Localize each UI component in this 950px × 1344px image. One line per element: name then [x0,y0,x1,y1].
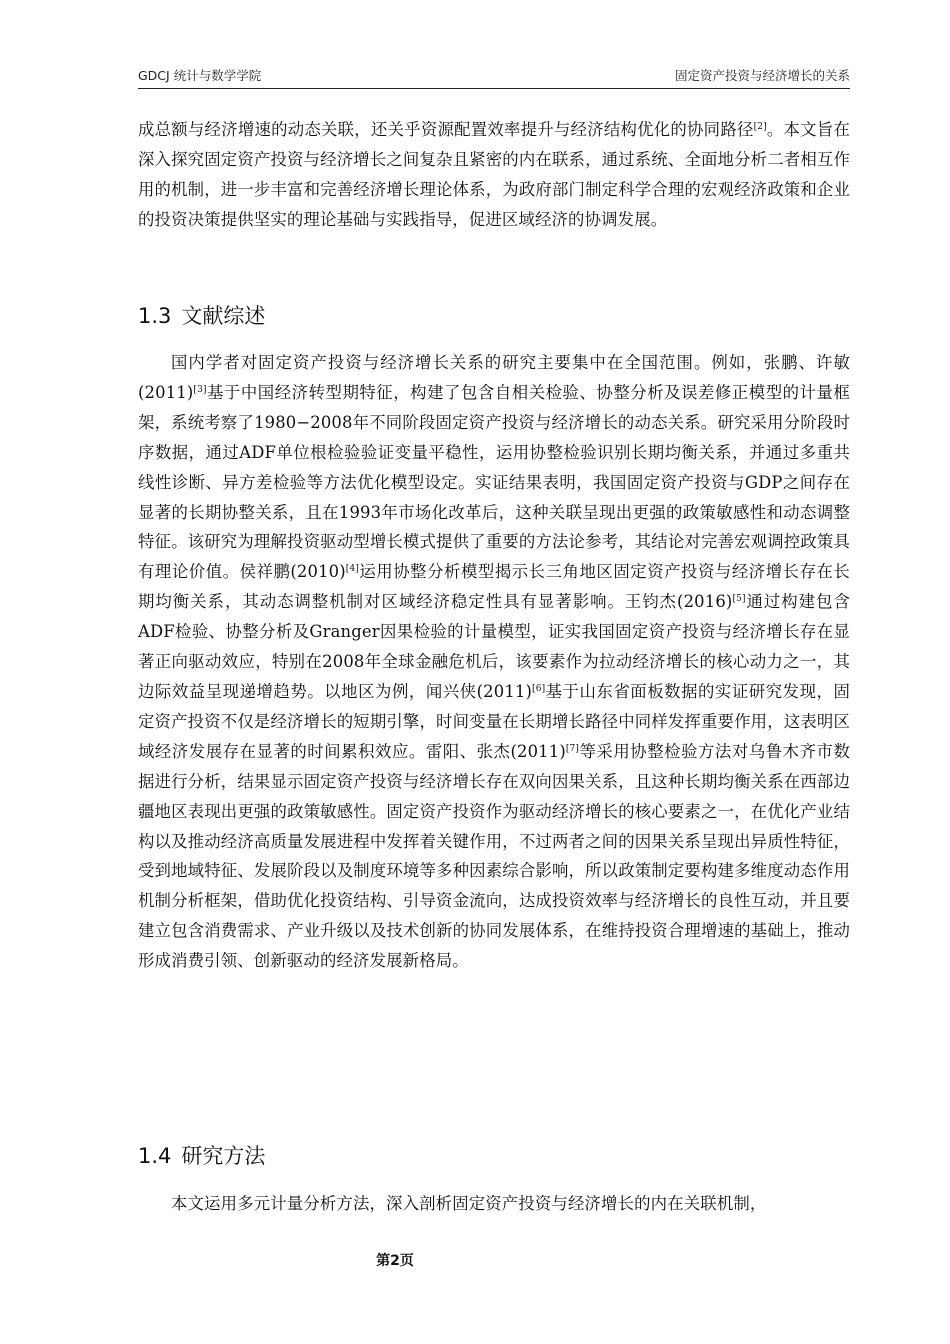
citation-ref: [4] [345,564,359,575]
header-left-text: GDCJ 统计与数学学院 [138,68,262,83]
paragraph-text: 成总额与经济增速的动态关联，还关乎资源配置效率提升与经济结构优化的协同路径 [138,120,754,139]
section-title: 文献综述 [181,304,266,328]
paragraph-text: 运用协整分析模型揭示长三角地区固定资产投资与经济增长存在长期均衡关系，其动态调整机制对区域经济稳定性具有显著影响。王钧杰(2016) [138,562,850,612]
paragraph-intro-continued [138,115,850,235]
page-header [138,66,850,89]
section-number: 1.4 [138,1144,172,1168]
section-heading-1-4 [138,1140,265,1170]
header-right-text: 固定资产投资与经济增长的关系 [674,68,850,83]
section-heading-1-3 [138,300,265,330]
citation-ref: [7] [565,743,580,754]
paragraph-text: 国内学者对固定资产投资与经济增长关系的研究主要集中在全国范围。例如，张鹏、许敏(2011) [138,353,850,402]
citation-ref: [2] [753,122,767,132]
paragraph-text: 基于中国经济转型期特征，构建了包含自相关检验、协整分析及误差修正模型的计量框架，系统考察了1980−2008年不同阶段固定资产投资与经济增长的动态关系。研究采用分阶段时序数据，通过ADF单位根检验验证变量平稳性，运用协整检验识别长期均衡关系，并通过多重共线性诊断、异方差检验等方法优化模型设定。实证结果表明，我国固定资产投资与GDP之间存在显著的长期协整关系，且在1993年市场化改革后，这种关联呈现出更强的政策敏感性和动态调整特征。该研究为理解投资驱动型增长模式提供了重要的方法论参考，其结论对完善宏观调控政策具有理论价值。侯祥鹏(2010) [138,382,850,582]
paragraph-research-methods [138,1189,850,1219]
section-number: 1.3 [138,304,172,328]
paragraph-text: 通过构建包含ADF检验、协整分析及Granger因果检验的计量模型，证实我国固定资产投资与经济增长存在显著正向驱动效应，特别在2008年全球金融危机后，该要素作为拉动经济增长的核心动力之一，其边际效益呈现递增趋势。以地区为例，闻兴侠(2011) [138,592,850,701]
page-number: 第2页 [376,1253,414,1269]
paragraph-text: 本文运用多元计量分析方法，深入剖析固定资产投资与经济增长的内在关联机制， [171,1194,767,1213]
paragraph-literature-review [138,348,850,976]
citation-ref: [6] [532,683,546,694]
section-title: 研究方法 [181,1144,266,1168]
citation-ref: [3] [193,384,207,395]
citation-ref: [5] [732,594,746,605]
paragraph-text: 基于山东省面板数据的实证研究发现，固定资产投资不仅是经济增长的短期引擎，时间变量在长期增长路径中同样发挥重要作用，这表明区域经济发展存在显著的时间累积效应。雷阳、张杰(2011) [138,681,850,761]
paragraph-text: 。本文旨在深入探究固定资产投资与经济增长之间复杂且紧密的内在联系，通过系统、全面地分析二者相互作用的机制，进一步丰富和完善经济增长理论体系，为政府部门制定科学合理的宏观经济政策和企业的投资决策提供坚实的理论基础与实践指导，促进区域经济的协调发展。 [138,120,850,229]
paragraph-text: 等采用协整检验方法对乌鲁木齐市数据进行分析，结果显示固定资产投资与经济增长存在双向因果关系，且这种长期均衡关系在西部边疆地区表现出更强的政策敏感性。固定资产投资作为驱动经济增长的核心要素之一，在优化产业结构以及推动经济高质量发展进程中发挥着关键作用，不过两者之间的因果关系呈现出异质性特征，受到地域特征、发展阶段以及制度环境等多种因素综合影响，所以政策制定要构建多维度动态作用机制分析框架，借助优化投资结构、引导资金流向，达成投资效率与经济增长的良性互动，并且要建立包含消费需求、产业升级以及技术创新的协同发展体系，在维持投资合理增速的基础上，推动形成消费引领、创新驱动的经济发展新格局。 [138,741,850,971]
